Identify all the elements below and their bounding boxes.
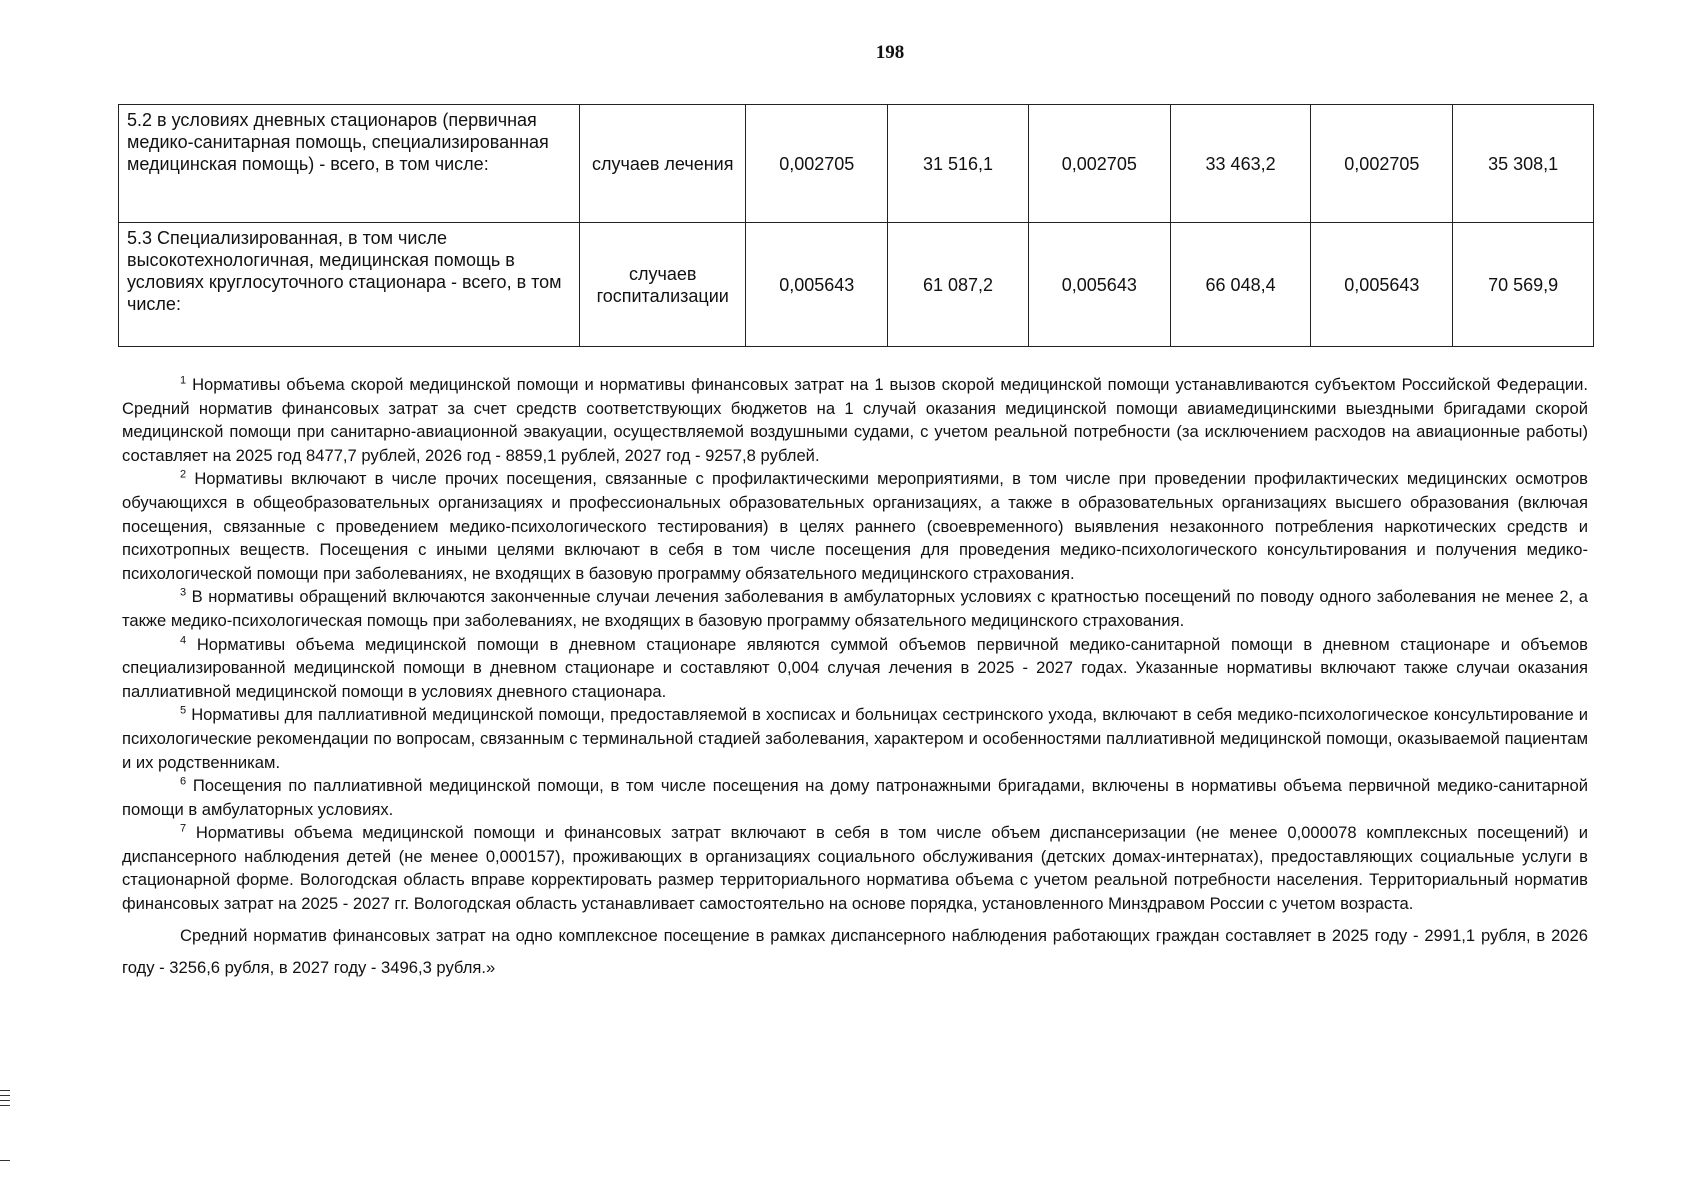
margin-mark [0,1105,10,1106]
row-value: 0,002705 [1311,105,1453,223]
margin-mark [0,1095,10,1096]
footnote [122,585,1588,632]
footnote-text: Нормативы объема медицинской помощи в дневном стационаре являются суммой объемов первичной медико-санитарной помощи в дневном стационаре и объемов специализированной медицинской помощи в дневном стационаре и составляют 0,004 случая лечения в 2025 - 2027 годах. Указанные нормативы включают также случаи оказания паллиативной медицинской помощи в условиях дневного стационара. [122,634,1588,701]
footnote-text: Нормативы для паллиативной медицинской помощи, предоставляемой в хосписах и больницах сестринского ухода, включают в себя медико-психологическое консультирование и психологические рекомендации по вопросам, связанным с терминальной стадией заболевания, характером и особенностями паллиативной медицинской помощи, оказываемой пациентам и их родственникам. [122,705,1588,772]
row-value: 0,005643 [1311,223,1453,347]
footnote-text: В нормативы обращений включаются законченные случаи лечения заболевания в амбулаторных условиях с кратностью посещений по поводу одного заболевания не менее 2, а также медико-психологическая помощь при заболеваниях, не входящих в базовую программу обязательного медицинского страхования. [122,587,1588,630]
margin-mark [0,1100,10,1101]
margin-mark [0,1090,10,1091]
footnote-mark: 6 [180,775,187,788]
footnote-mark: 7 [180,822,187,835]
footnote-text: Нормативы объема скорой медицинской помощи и нормативы финансовых затрат на 1 вызов скорой медицинской помощи устанавливаются субъектом Российской Федерации. Средний норматив финансовых затрат за счет средств соответствующих бюджетов на 1 случай оказания медицинской помощи авиамедицинскими выездными бригадами скорой медицинской помощи при санитарно-авиационной эвакуации, осуществляемой воздушными судами, с учетом реальной потребности (за исключением расходов на авиационные работы) составляет на 2025 год 8477,7 рублей, 2026 год - 8859,1 рублей, 2027 год - 9257,8 рублей. [122,375,1588,465]
footnote-mark: 4 [180,634,187,646]
page-number: 198 [875,42,905,63]
closing-paragraph: Средний норматив финансовых затрат на одно комплексное посещение в рамках диспансерного наблюдения работающих граждан составляет в 2025 году - 2991,1 рубля, в 2026 году - 3256,6 рубля, в 2027 году - 3496,3 рубля.» [122,925,1588,977]
row-unit: случаев лечения [580,105,746,223]
row-name: 5.2 в условиях дневных стационаров (первичная медико-санитарная помощь, специализированная медицинская помощь) - всего, в том числе: [119,105,580,223]
row-value: 0,002705 [746,105,888,223]
row-value: 61 087,2 [888,223,1029,347]
footnote-mark: 2 [180,468,187,481]
footnote-mark: 3 [180,586,187,599]
footnote-text: Нормативы объема медицинской помощи и финансовых затрат включают в себя в том числе объем диспансеризации (не менее 0,000078 комплексных посещений) и диспансерного наблюдения детей (не менее 0,000157), проживающих в организациях социального обслуживания (детских домах-интернатах), предоставляющих социальные услуги в стационарной форме. Вологодская область вправе корректировать размер территориального норматива объема с учетом реальной потребности населения. Территориальный норматив финансовых затрат на 2025 - 2027 гг. Вологодская область устанавливает самостоятельно на основе порядка, установленного Минздравом России с учетом возраста. [122,823,1588,914]
footnote-mark: 5 [180,704,187,717]
footnote [122,467,1588,585]
table-row [119,223,1594,347]
margin-mark [0,1160,10,1161]
row-value: 33 463,2 [1170,105,1311,223]
footnote-text: Посещения по паллиативной медицинской помощи, в том числе посещения на дому патронажными бригадами, включены в нормативы объема первичной медико-санитарной помощи в амбулаторных условиях. [122,776,1588,819]
row-value: 66 048,4 [1170,223,1311,347]
footnote-mark: 1 [180,374,187,387]
footnote [122,774,1588,821]
footnote [122,703,1588,774]
footnote [122,633,1588,704]
row-value: 0,005643 [1028,223,1170,347]
footnote [122,821,1588,915]
row-value: 0,002705 [1028,105,1170,223]
row-value: 70 569,9 [1453,223,1594,347]
table-row [119,105,1594,223]
row-value: 35 308,1 [1453,105,1594,223]
norms-table [118,104,1594,347]
footnotes [122,373,1588,984]
row-name: 5.3 Специализированная, в том числе высокотехнологичная, медицинская помощь в условиях круглосуточного стационара - всего, в том числе: [119,223,580,347]
row-value: 0,005643 [746,223,888,347]
row-unit: случаев госпитализации [580,223,746,347]
footnote [122,373,1588,467]
footnote-text: Нормативы включают в числе прочих посещения, связанные с профилактическими мероприятиями, в том числе при проведении профилактических медицинских осмотров обучающихся в общеобразовательных организациях и профессиональных образовательных организациях, а также в образовательных организациях высшего образования (включая посещения, связанные с проведением медико-психологического тестирования) в целях раннего (своевременного) выявления незаконного потребления наркотических средств и психотропных веществ. Посещения с иными целями включают в себя в том числе посещения для проведения медико-психологического консультирования и получения медико-психологической помощи при заболеваниях, не входящих в базовую программу обязательного медицинского страхования. [122,469,1588,583]
row-value: 31 516,1 [888,105,1029,223]
